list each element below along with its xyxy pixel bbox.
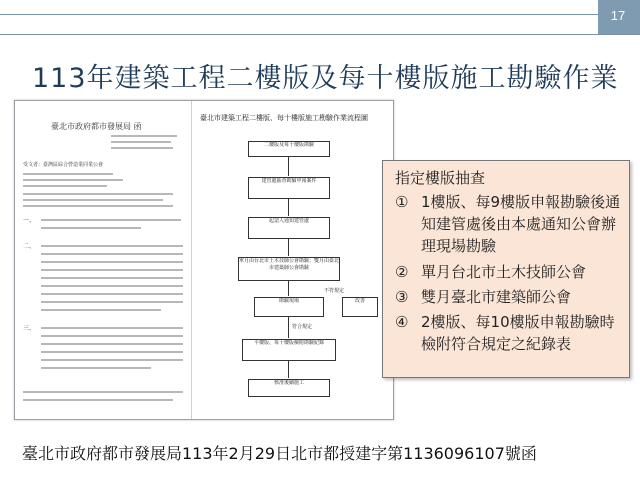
- flow-arrow: [288, 238, 289, 256]
- circled-number-2: ②: [395, 263, 409, 281]
- flow-box-start: 二樓版及每十樓版勘驗: [248, 141, 330, 157]
- letter-body-line: [41, 253, 183, 255]
- letter-header: 臺北市政府都市發展局 函: [51, 122, 142, 131]
- slide-number: 17: [610, 8, 626, 23]
- letter-body-line: [41, 245, 183, 247]
- letter-meta-line: [23, 179, 123, 181]
- circled-number-3: ③: [395, 288, 409, 306]
- letter-body-line: [41, 219, 181, 221]
- letter-body-line: [41, 343, 183, 345]
- flow-box-sampling: 建管處抽查勘驗申報案件: [248, 177, 330, 199]
- letter-body-line: [41, 327, 183, 329]
- panel-item-text: 雙月臺北市建築師公會: [421, 288, 572, 306]
- flow-box-improve: 改善: [342, 297, 378, 317]
- letter-item-marker: 一、: [23, 217, 36, 224]
- letter-body-line: [41, 367, 151, 369]
- letter-footer-line: [23, 399, 173, 401]
- flow-box-inspection: 勘驗現場: [254, 297, 324, 317]
- letter-body-line: [41, 261, 183, 263]
- letter-meta-line: [111, 135, 177, 137]
- letter-item-marker: 二、: [23, 243, 36, 250]
- letter-body-line: [41, 335, 183, 337]
- letter-body-line: [41, 285, 183, 287]
- letter-meta-line: [23, 185, 107, 187]
- letter-meta-line: [111, 141, 171, 143]
- flowchart-page: [192, 101, 393, 419]
- top-rule-lower: [0, 34, 640, 35]
- panel-heading: 指定樓版抽查: [395, 169, 486, 187]
- letter-body-line: [41, 359, 183, 361]
- flow-box-continue: 核准後續施工: [248, 379, 330, 397]
- letter-meta-line: [111, 147, 173, 149]
- flow-arrow: [288, 360, 289, 378]
- flow-label-pass: 符合規定: [292, 324, 313, 330]
- letter-body-line: [41, 309, 161, 311]
- letter-body-line: [41, 269, 183, 271]
- sampling-info-panel: [382, 160, 630, 378]
- flowchart-title: 臺北市建築工程二樓版、每十樓版施工勘驗作業流程圖: [200, 114, 368, 122]
- letter-body-line: [41, 301, 183, 303]
- document-image: [14, 100, 394, 420]
- flow-arrow: [288, 316, 289, 338]
- official-letter-page: [15, 101, 192, 419]
- panel-item-text: 單月台北市土木技師公會: [421, 263, 587, 281]
- letter-recipient: 受文者：臺灣區綜合營造業同業公會: [23, 162, 104, 168]
- letter-footer-line: [23, 391, 183, 393]
- flow-arrow: [288, 280, 289, 296]
- slide-title: 113年建築工程二樓版及每十樓版施工勘驗作業: [32, 63, 619, 94]
- flow-box-notify: 起造人通知建管處: [248, 217, 330, 239]
- letter-meta-line: [23, 173, 113, 175]
- source-caption: 臺北市政府都市發展局113年2月29日北市都授建字第1136096107號函: [22, 444, 537, 463]
- letter-body-line: [41, 351, 183, 353]
- letter-body-line: [41, 293, 183, 295]
- letter-body-line: [41, 277, 183, 279]
- slide-number-box: [598, 0, 640, 34]
- panel-item-text: 2樓版、每10樓版申報勘驗時檢附符合規定之紀錄表: [421, 313, 615, 353]
- flow-box-associations: 單月由台北市土木技師公會勘驗；雙月由臺北市建築師公會勘驗: [238, 257, 340, 281]
- panel-item-text: 1樓版、每9樓版申報勘驗後通知建管處後由本處通知公會辦理現場勘驗: [421, 193, 621, 255]
- top-rule: [0, 14, 598, 15]
- letter-item-marker: 三、: [23, 325, 36, 332]
- flow-arrow: [288, 156, 289, 176]
- letter-meta-line: [23, 193, 173, 195]
- flow-box-record: 平樓版、每十樓版檢附勘驗紀錄: [242, 339, 336, 361]
- flow-label-fail: 不符規定: [324, 288, 345, 294]
- letter-meta-line: [23, 205, 173, 207]
- circled-number-4: ④: [395, 313, 409, 331]
- letter-body-line: [41, 227, 141, 229]
- circled-number-1: ①: [395, 193, 409, 211]
- flow-arrow: [288, 198, 289, 216]
- letter-meta-line: [23, 199, 163, 201]
